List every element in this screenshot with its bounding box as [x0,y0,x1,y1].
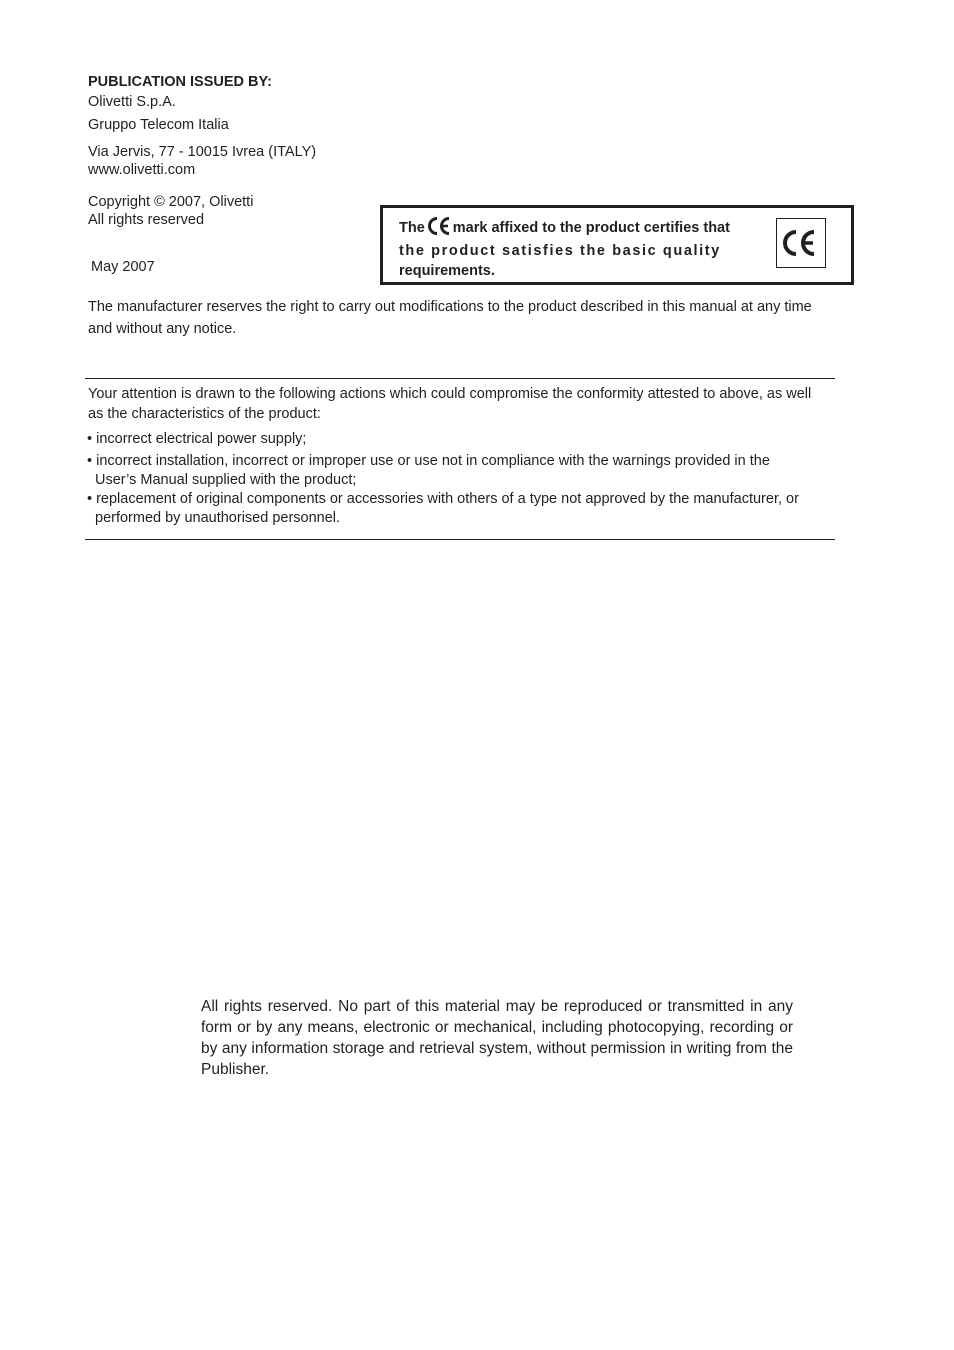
list-item: • incorrect installation, incorrect or improper use or use not in compliance with the warnings provided in the [87,453,770,469]
list-item-continuation: performed by unauthorised personnel. [95,510,341,526]
ce-mark-icon [427,217,451,241]
publication-date: May 2007 [91,259,155,275]
disclaimer-line2: and without any notice. [88,321,237,337]
publisher-company: Olivetti S.p.A. [88,94,176,110]
publisher-website: www.olivetti.com [88,162,196,178]
list-item: • incorrect electrical power supply; [87,431,307,447]
copyright-line: Copyright © 2007, Olivetti [88,194,254,210]
list-item: • replacement of original components or accessories with others of a type not approved by the manufacturer, or [87,491,799,507]
conformity-intro-line2: as the characteristics of the product: [88,406,321,422]
legal-notice: All rights reserved. No part of this material may be reproduced or transmitted in any form or by any means, electronic or mechanical, including photocopying, recording or by any information storage and retrieval system, without permission in writing from the Publisher. [201,998,793,1078]
top-divider [85,378,835,379]
ce-text-post: mark affixed to the product certifies that [452,220,730,236]
ce-text-line3: requirements. [399,263,495,279]
list-item-continuation: User’s Manual supplied with the product; [95,472,357,488]
publisher-address: Via Jervis, 77 - 10015 Ivrea (ITALY) [88,144,317,160]
ce-text-pre: The [399,220,425,236]
ce-logo-icon [776,218,826,268]
rights-line: All rights reserved [88,212,205,228]
ce-text-line2: the product satisfies the basic quality [399,243,721,259]
ce-notice-text [399,217,759,281]
ce-notice-box [380,205,854,285]
bottom-divider [85,539,835,540]
publisher-group: Gruppo Telecom Italia [88,117,229,133]
disclaimer-line1: The manufacturer reserves the right to carry out modifications to the product described in this manual at any time [88,299,812,315]
publisher-heading: PUBLICATION ISSUED BY: [88,74,272,90]
conformity-intro-line1: Your attention is drawn to the following actions which could compromise the conformity attested to above, as well [88,386,812,402]
